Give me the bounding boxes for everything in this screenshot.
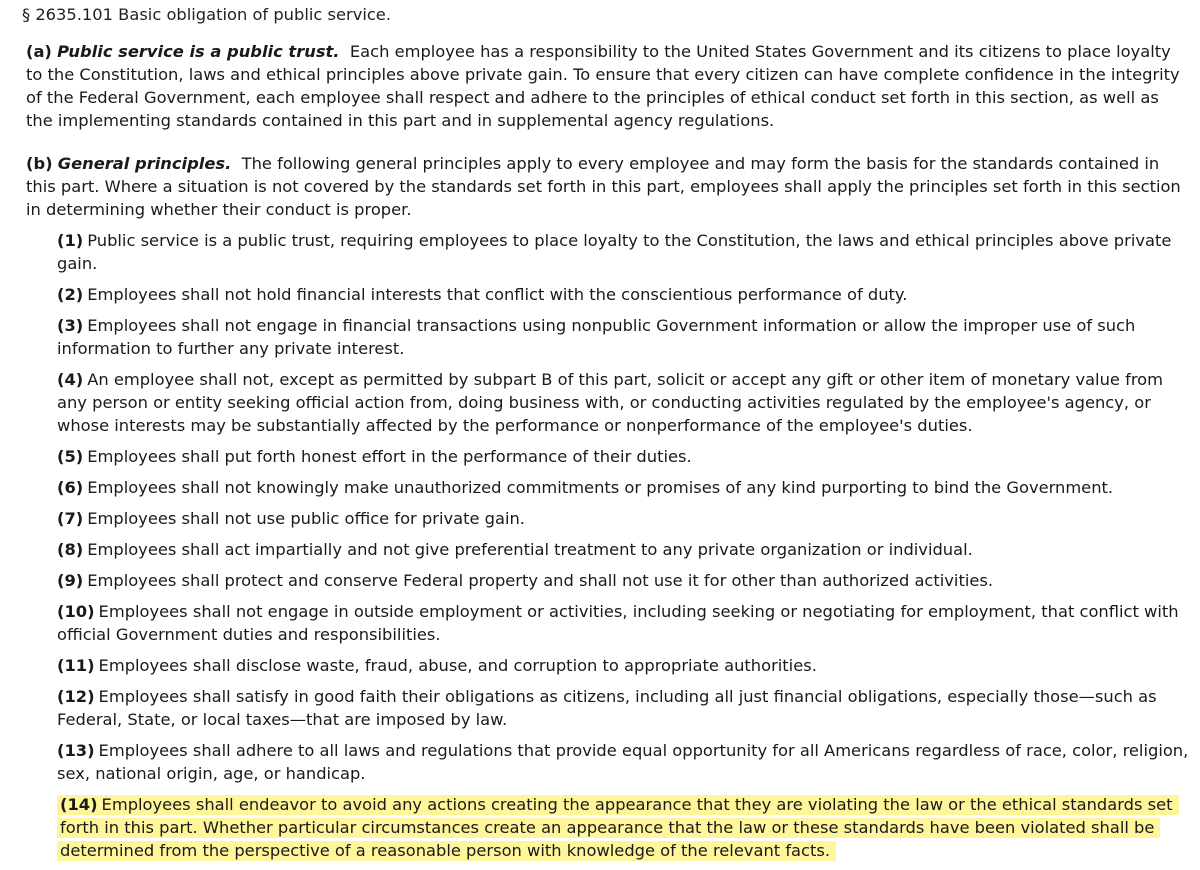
principle-number: (11) <box>57 656 95 675</box>
principle-text: Employees shall put forth honest effort in the performance of their duties. <box>87 447 692 466</box>
principle-text: Employees shall not use public office for private gain. <box>87 509 525 528</box>
principle-text: Employees shall not engage in financial transactions using nonpublic Government information or allow the improper use of such information to further any private interest. <box>57 316 1136 358</box>
principle-number: (13) <box>57 741 95 760</box>
principle-number: (1) <box>57 231 84 250</box>
principle-1 <box>57 229 1189 275</box>
principle-7 <box>57 507 1189 530</box>
principle-10 <box>57 600 1189 646</box>
principle-text: Employees shall protect and conserve Federal property and shall not use it for other than authorized activities. <box>87 571 994 590</box>
principle-number: (3) <box>57 316 84 335</box>
principle-8 <box>57 538 1189 561</box>
principle-number: (5) <box>57 447 84 466</box>
principle-text: Employees shall disclose waste, fraud, abuse, and corruption to appropriate authorities. <box>98 656 817 675</box>
principle-11 <box>57 654 1189 677</box>
paragraph-b <box>26 152 1186 221</box>
principle-5 <box>57 445 1189 468</box>
paragraph-a-text: Each employee has a responsibility to the United States Government and its citizens to place loyalty to the Constitution, laws and ethical principles above private gain. To ensure that every citizen can have complete confidence in the integrity of the Federal Government, each employee shall respect and adhere to the principles of ethical conduct set forth in this section, as well as the implementing standards contained in this part and in supplemental agency regulations. <box>26 42 1180 130</box>
principle-number: (12) <box>57 687 95 706</box>
principle-text: Employees shall endeavor to avoid any actions creating the appearance that they are violating the law or the ethical standards set forth in this part. Whether particular circumstances create an appearance that the law or these standards have been violated shall be determined from the perspective of a reasonable person with knowledge of the relevant facts. <box>60 795 1173 860</box>
principle-number: (4) <box>57 370 84 389</box>
paragraph-a-label: (a) <box>26 42 52 61</box>
principle-number: (2) <box>57 285 84 304</box>
principle-number: (6) <box>57 478 84 497</box>
principle-text: Employees shall not knowingly make unauthorized commitments or promises of any kind purporting to bind the Government. <box>87 478 1114 497</box>
paragraph-b-text: The following general principles apply to every employee and may form the basis for the standards contained in this part. Where a situation is not covered by the standards set forth in this part, employees shall apply the principles set forth in this section in determining whether their conduct is proper. <box>26 154 1181 219</box>
principle-12 <box>57 685 1189 731</box>
principle-9 <box>57 569 1189 592</box>
paragraph-b-heading: General principles. <box>57 154 232 173</box>
principle-text: Employees shall not engage in outside employment or activities, including seeking or negotiating for employment, that conflict with official Government duties and responsibilities. <box>57 602 1179 644</box>
principle-6 <box>57 476 1189 499</box>
principle-14-highlighted <box>54 793 1189 862</box>
principle-number: (14) <box>60 795 98 814</box>
principle-text: Public service is a public trust, requiring employees to place loyalty to the Constitution, the laws and ethical principles above private gain. <box>57 231 1172 273</box>
section-title: § 2635.101 Basic obligation of public service. <box>22 5 391 24</box>
principles-list <box>57 229 1189 870</box>
paragraph-b-label: (b) <box>26 154 53 173</box>
paragraph-a-heading: Public service is a public trust. <box>57 42 340 61</box>
principle-number: (7) <box>57 509 84 528</box>
principle-text: Employees shall adhere to all laws and regulations that provide equal opportunity for all Americans regardless of race, color, religion, sex, national origin, age, or handicap. <box>57 741 1189 783</box>
principle-number: (9) <box>57 571 84 590</box>
principle-text: An employee shall not, except as permitted by subpart B of this part, solicit or accept any gift or other item of monetary value from any person or entity seeking official action from, doing business with, or conducting activities regulated by the employee's agency, or whose interests may be substantially affected by the performance or nonperformance of the employee's duties. <box>57 370 1163 435</box>
paragraph-a <box>26 40 1186 132</box>
principle-13 <box>57 739 1189 785</box>
principle-number: (8) <box>57 540 84 559</box>
principle-text: Employees shall act impartially and not give preferential treatment to any private organization or individual. <box>87 540 973 559</box>
principle-text: Employees shall satisfy in good faith their obligations as citizens, including all just financial obligations, especially those—such as Federal, State, or local taxes—that are imposed by law. <box>57 687 1157 729</box>
principle-number: (10) <box>57 602 95 621</box>
principle-2 <box>57 283 1189 306</box>
highlight-mark <box>57 795 1179 861</box>
principle-text: Employees shall not hold financial interests that conflict with the conscientious performance of duty. <box>87 285 908 304</box>
principle-3 <box>57 314 1189 360</box>
principle-4 <box>57 368 1189 437</box>
